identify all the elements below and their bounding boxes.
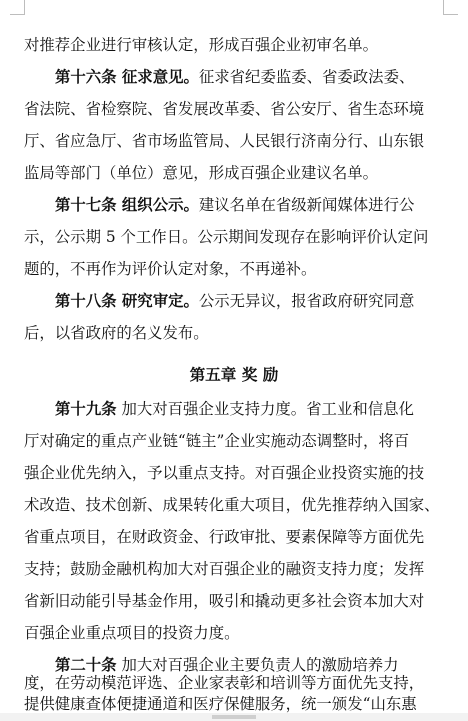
article-20-title: 第二十条 <box>55 656 117 674</box>
paragraph-line: 百强企业重点项目的投资力度。 <box>24 624 240 642</box>
article-18-title: 第十八条 研究审定。 <box>55 292 199 310</box>
paragraph-text: 加大对百强企业支持力度。省工业和信息化 <box>116 400 414 418</box>
corner-crop-mark <box>10 0 25 15</box>
paragraph-line: 厅、省应急厅、省市场监管局、人民银行济南分行、山东银 <box>24 132 425 150</box>
paragraph-text: 征求省纪委监委、省委政法委、 <box>198 68 415 86</box>
paragraph-line: 支持；鼓励金融机构加大对百强企业的融资支持力度；发挥 <box>24 560 425 578</box>
paragraph-line: 题的，不再作为评价认定对象，不再递补。 <box>24 260 317 278</box>
paragraph-text: 公示无异议，报省政府研究同意 <box>198 292 415 310</box>
article-16-title: 第十六条 征求意见。 <box>55 68 199 86</box>
paragraph-line: 术改造、技术创新、成果转化重大项目，优先推荐纳入国家、 <box>24 496 440 514</box>
paragraph-text: 建议名单在省级新闻媒体进行公 <box>198 196 415 214</box>
paragraph-line: 省法院、省检察院、省发展改革委、省公安厅、省生态环境 <box>24 100 425 118</box>
paragraph-line: 提供健康查体便捷通道和医疗保健服务，统一颁发“山东惠 <box>24 695 417 713</box>
paragraph-line: 省重点项目，在财政资金、行政审批、要素保障等方面优先 <box>24 528 425 546</box>
article-19-title: 第十九条 <box>55 400 117 418</box>
article-17-title: 第十七条 组织公示。 <box>55 196 199 214</box>
horizontal-scrollbar[interactable] <box>0 713 468 721</box>
scrollbar-thumb[interactable] <box>212 715 256 719</box>
chapter-heading: 第五章 奖 励 <box>189 366 279 384</box>
paragraph-line: 后，以省政府的名义发布。 <box>24 324 209 342</box>
paragraph-line: 度，在劳动模范评选、企业家表彰和培训等方面优先支持， <box>24 674 425 692</box>
paragraph-line: 强企业优先纳入，予以重点支持。对百强企业投资实施的技 <box>24 464 425 482</box>
corner-crop-mark <box>443 0 458 15</box>
article-17-first-line <box>55 190 446 220</box>
paragraph-line: 省新旧动能引导基金作用，吸引和撬动更多社会资本加大对 <box>24 592 425 610</box>
paragraph-line: 示，公示期 5 个工作日。公示期间发现存在影响评价认定问 <box>24 228 429 246</box>
paragraph-line: 对推荐企业进行审核认定，形成百强企业初审名单。 <box>24 36 378 54</box>
article-16-first-line <box>55 62 446 92</box>
paragraph-line: 监局等部门（单位）意见，形成百强企业建议名单。 <box>24 164 378 182</box>
article-18-first-line <box>55 286 446 316</box>
paragraph-text: 加大对百强企业主要负责人的激励培养力 <box>116 656 399 674</box>
paragraph-line: 厅对确定的重点产业链“链主”企业实施动态调整时，将百 <box>24 432 410 450</box>
article-19-first-line <box>55 394 446 424</box>
